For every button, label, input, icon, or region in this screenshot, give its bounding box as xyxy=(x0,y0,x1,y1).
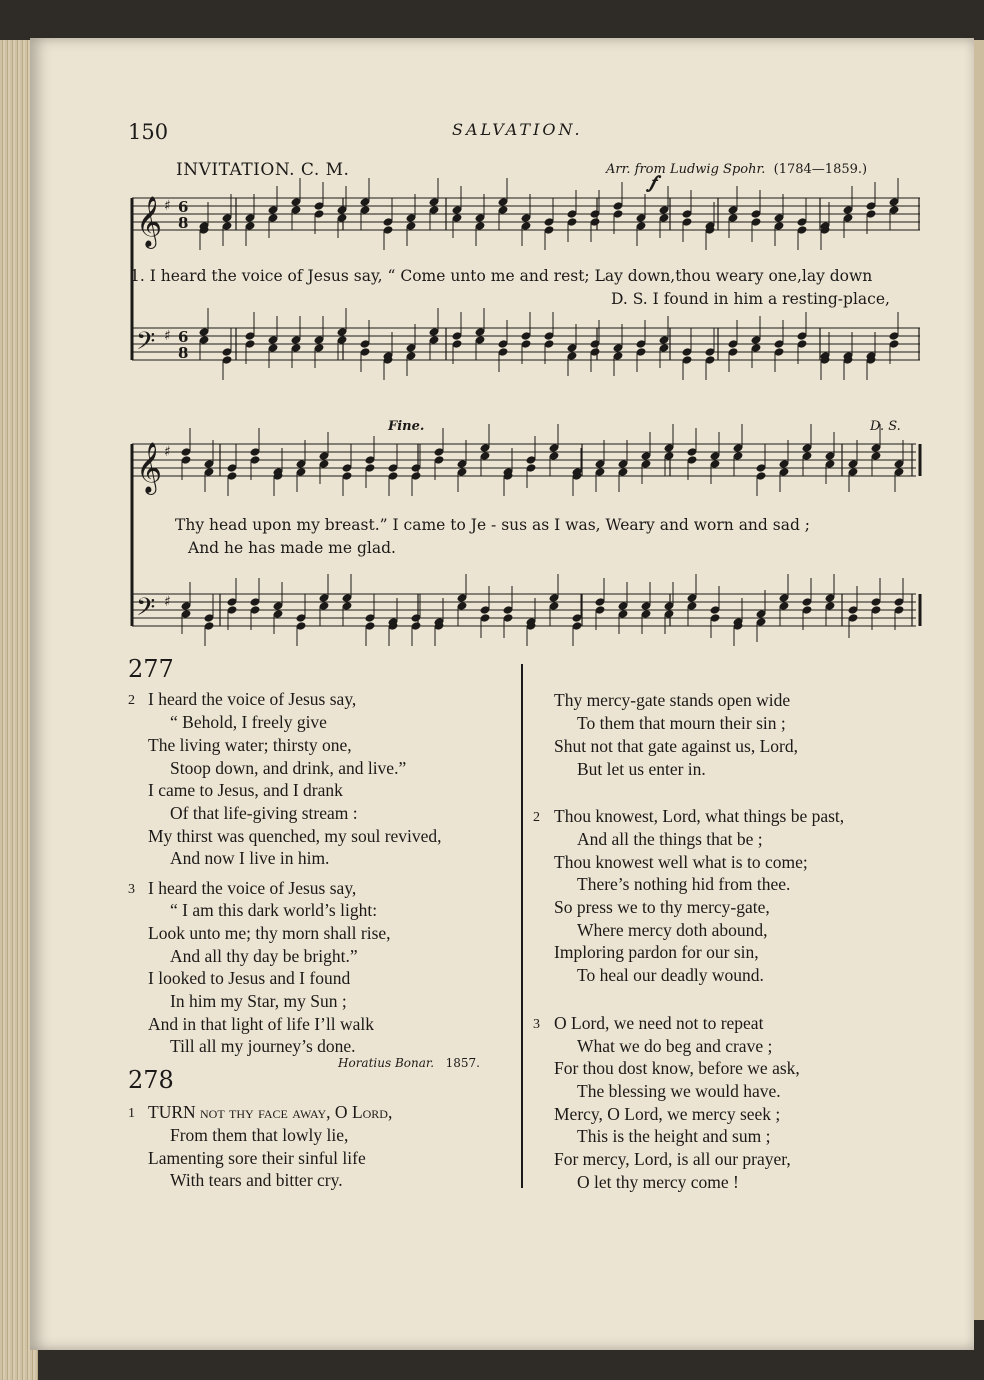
column-divider xyxy=(521,664,523,1188)
verse-line: “ I am this dark world’s light: xyxy=(170,900,378,920)
verse-line: For mercy, Lord, is all our prayer, xyxy=(554,1149,791,1169)
time-signature-bottom: 8 xyxy=(178,214,189,232)
verse-line: Till all my journey’s done. xyxy=(170,1036,356,1056)
treble-clef-icon: 𝄞 xyxy=(136,442,163,493)
verse-line: And now I live in him. xyxy=(170,848,330,868)
arranger-name: Arr. from Ludwig Spohr. xyxy=(606,162,766,177)
verse-line: O let thy mercy come ! xyxy=(577,1172,739,1192)
verse-line: Stoop down, and drink, and live.” xyxy=(170,758,407,778)
verse-line: The living water; thirsty one, xyxy=(148,735,352,755)
verse-line: I looked to Jesus and I found xyxy=(148,968,351,988)
time-signature-top: 6 xyxy=(178,198,189,216)
verse-line: Of that life-giving stream : xyxy=(170,803,358,823)
ds-label: D. S. xyxy=(870,419,901,434)
author-name: Horatius Bonar. xyxy=(338,1056,435,1070)
verse-line: Look unto me; thy morn shall rise, xyxy=(148,923,391,943)
lyric-line-ds: D. S. I found in him a resting-place, xyxy=(611,290,890,308)
lyric-line-1: 1. I heard the voice of Jesus say, “ Come unto me and rest; Lay down,thou weary one,lay down xyxy=(130,267,873,285)
verse-line: With tears and bitter cry. xyxy=(170,1170,343,1190)
time-signature-top: 6 xyxy=(178,328,189,346)
hymn-author xyxy=(338,1056,480,1070)
verse-line: For thou dost know, before we ask, xyxy=(554,1058,800,1078)
verse-line: And all thy day be bright.” xyxy=(170,946,358,966)
verse-number: 2 xyxy=(128,693,135,708)
hymn-number: 277 xyxy=(128,655,174,683)
verse-line: So press we to thy mercy-gate, xyxy=(554,897,770,917)
lyric-line-2: Thy head upon my breast.” I came to Je - sus as I was, Weary and worn and sad ; xyxy=(175,516,811,534)
sharp-key-icon: ♯ xyxy=(164,198,171,214)
verse-line: And all the things that be ; xyxy=(577,829,763,849)
verse-line: From them that lowly lie, xyxy=(170,1125,349,1145)
verse-line: I heard the voice of Jesus say, xyxy=(148,689,357,709)
verse-line: To them that mourn their sin ; xyxy=(577,713,786,733)
fine-label: Fine. xyxy=(388,419,425,434)
verse-number: 2 xyxy=(533,810,540,825)
verse-line: Where mercy doth abound, xyxy=(577,920,768,940)
treble-clef-icon: 𝄞 xyxy=(136,196,163,247)
lyric-line-3: And he has made me glad. xyxy=(188,539,396,557)
verse-line: O Lord, we need not to repeat xyxy=(554,1013,764,1033)
verse-line: This is the height and sum ; xyxy=(577,1126,771,1146)
verse-line: I heard the voice of Jesus say, xyxy=(148,878,357,898)
page-number: 150 xyxy=(128,120,169,144)
verse-line: What we do beg and crave ; xyxy=(577,1036,773,1056)
verse-line: Thy mercy-gate stands open wide xyxy=(554,690,791,710)
verse-line: Lamenting sore their sinful life xyxy=(148,1148,366,1168)
author-year: 1857. xyxy=(445,1056,480,1070)
verse-line: Thou knowest well what is to come; xyxy=(554,852,808,872)
verse-line: “ Behold, I freely give xyxy=(170,712,327,732)
hymn-number: 278 xyxy=(128,1066,174,1094)
verse-line: TURN not thy face away, O Lord, xyxy=(148,1102,393,1122)
bass-clef-icon: 𝄢 xyxy=(136,593,156,628)
verse-line: To heal our deadly wound. xyxy=(577,965,764,985)
running-title: SALVATION. xyxy=(452,120,583,139)
verse-line: Mercy, O Lord, we mercy seek ; xyxy=(554,1104,781,1124)
verse-line: Imploring pardon for our sin, xyxy=(554,942,759,962)
arranger-years: (1784—1859.) xyxy=(773,162,868,177)
sharp-key-icon: ♯ xyxy=(164,328,171,344)
sharp-key-icon: ♯ xyxy=(164,594,171,610)
verse-line: In him my Star, my Sun ; xyxy=(170,991,347,1011)
verse-number: 1 xyxy=(128,1106,135,1121)
tune-name: INVITATION. C. M. xyxy=(176,160,350,180)
verse-number: 3 xyxy=(128,882,135,897)
bass-clef-icon: 𝄢 xyxy=(136,327,156,362)
verse-line: The blessing we would have. xyxy=(577,1081,781,1101)
verse-line: Shut not that gate against us, Lord, xyxy=(554,736,798,756)
dynamic-mark: 𝆑 xyxy=(650,172,656,193)
sharp-key-icon: ♯ xyxy=(164,444,171,460)
verse-number: 3 xyxy=(533,1017,540,1032)
verse-line: Thou knowest, Lord, what things be past, xyxy=(554,806,845,826)
verse-line: And in that light of life I’ll walk xyxy=(148,1014,374,1034)
verse-line: There’s nothing hid from thee. xyxy=(577,874,791,894)
time-signature-bottom: 8 xyxy=(178,344,189,362)
verse-line: My thirst was quenched, my soul revived, xyxy=(148,826,442,846)
verse-line: But let us enter in. xyxy=(577,759,706,779)
verse-line: I came to Jesus, and I drank xyxy=(148,780,343,800)
